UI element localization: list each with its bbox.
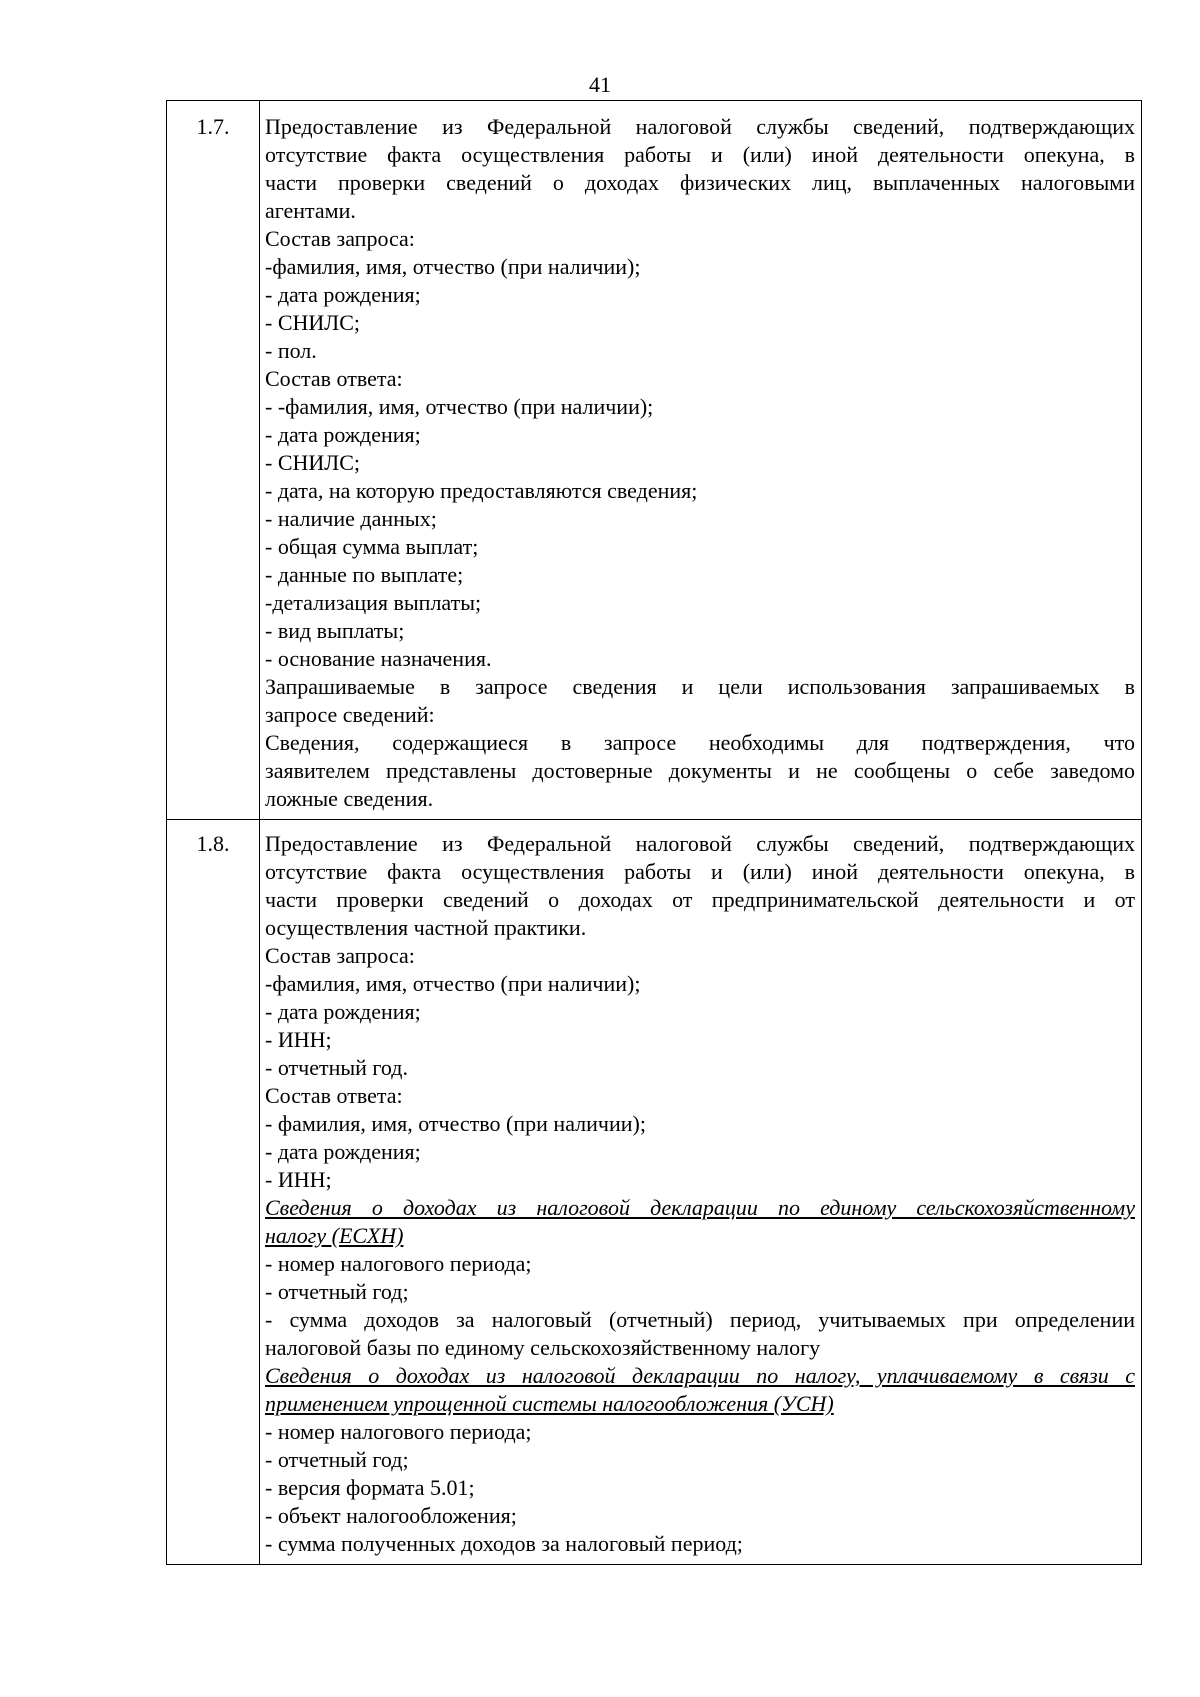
list-item: - общая сумма выплат; xyxy=(265,534,479,559)
list-item: налоговой базы по единому сельскохозяйственному налогу xyxy=(265,1335,821,1360)
title-line: агентами. xyxy=(265,198,356,223)
usn-heading xyxy=(265,1390,1135,1418)
list-item: -детализация выплаты; xyxy=(265,590,482,615)
list-item: - дата рождения; xyxy=(265,1139,421,1164)
table-row xyxy=(167,101,1142,820)
list-item: - объект налогообложения; xyxy=(265,1503,517,1528)
purpose-heading: Запрашиваемые в запросе сведения и цели использования запрашиваемых в xyxy=(265,674,1135,699)
page-number: 41 xyxy=(589,72,611,97)
title-line: Предоставление из Федеральной налоговой службы сведений, подтверждающих xyxy=(265,114,1135,139)
title-line: Предоставление из Федеральной налоговой службы сведений, подтверждающих xyxy=(265,831,1135,856)
table-row xyxy=(167,820,1142,1565)
usn-heading-text: применением упрощенной системы налогообложения (УСН) xyxy=(265,1391,834,1416)
list-item: - отчетный год. xyxy=(265,1055,408,1080)
list-item: - СНИЛС; xyxy=(265,310,360,335)
list-item: - ИНН; xyxy=(265,1027,332,1052)
purpose-text: заявителем представлены достоверные документы и не сообщены о себе заведомо xyxy=(265,758,1135,783)
row-content xyxy=(260,820,1142,1565)
list-item: - отчетный год; xyxy=(265,1447,409,1472)
list-item: - СНИЛС; xyxy=(265,450,360,475)
list-item: - ИНН; xyxy=(265,1167,332,1192)
list-item: - дата рождения; xyxy=(265,282,421,307)
list-item: -фамилия, имя, отчество (при наличии); xyxy=(265,254,641,279)
eskhn-heading-text: Сведения о доходах из налоговой декларации по единому сельскохозяйственному xyxy=(265,1195,1135,1220)
title-line: части проверки сведений о доходах от предпринимательской деятельности и от xyxy=(265,887,1135,912)
list-item: - дата рождения; xyxy=(265,422,421,447)
list-item: - основание назначения. xyxy=(265,646,492,671)
title-line: части проверки сведений о доходах физических лиц, выплаченных налоговыми xyxy=(265,170,1135,195)
list-item: - наличие данных; xyxy=(265,506,437,531)
row-number: 1.7. xyxy=(167,101,260,820)
eskhn-heading xyxy=(265,1194,1135,1222)
title-line: отсутствие факта осуществления работы и (или) иной деятельности опекуна, в xyxy=(265,142,1135,167)
response-heading: Состав ответа: xyxy=(265,1083,403,1108)
purpose-text: ложные сведения. xyxy=(265,786,434,811)
list-item: - отчетный год; xyxy=(265,1279,409,1304)
list-item: - фамилия, имя, отчество (при наличии); xyxy=(265,1111,646,1136)
usn-heading-text: Сведения о доходах из налоговой декларации по налогу, уплачиваемому в связи с xyxy=(265,1363,1135,1388)
list-item: - дата, на которую предоставляются сведения; xyxy=(265,478,698,503)
list-item: - сумма доходов за налоговый (отчетный) период, учитываемых при определении xyxy=(265,1307,1135,1332)
response-heading: Состав ответа: xyxy=(265,366,403,391)
list-item: - дата рождения; xyxy=(265,999,421,1024)
usn-heading xyxy=(265,1362,1135,1390)
eskhn-heading-text: налогу (ЕСХН) xyxy=(265,1223,404,1248)
list-item: -фамилия, имя, отчество (при наличии); xyxy=(265,971,641,996)
list-item: - данные по выплате; xyxy=(265,562,464,587)
row-number: 1.8. xyxy=(167,820,260,1565)
list-item: - версия формата 5.01; xyxy=(265,1475,475,1500)
request-heading: Состав запроса: xyxy=(265,226,415,251)
eskhn-heading xyxy=(265,1222,1135,1250)
list-item: - вид выплаты; xyxy=(265,618,405,643)
title-line: осуществления частной практики. xyxy=(265,915,587,940)
list-item: - номер налогового периода; xyxy=(265,1419,532,1444)
purpose-heading: запросе сведений: xyxy=(265,702,435,727)
row-content xyxy=(260,101,1142,820)
title-line: отсутствие факта осуществления работы и (или) иной деятельности опекуна, в xyxy=(265,859,1135,884)
list-item: - пол. xyxy=(265,338,317,363)
list-item: - -фамилия, имя, отчество (при наличии); xyxy=(265,394,654,419)
purpose-text: Сведения, содержащиеся в запросе необходимы для подтверждения, что xyxy=(265,730,1135,755)
requirements-table xyxy=(166,100,1142,1565)
request-heading: Состав запроса: xyxy=(265,943,415,968)
list-item: - номер налогового периода; xyxy=(265,1251,532,1276)
list-item: - сумма полученных доходов за налоговый период; xyxy=(265,1531,743,1556)
